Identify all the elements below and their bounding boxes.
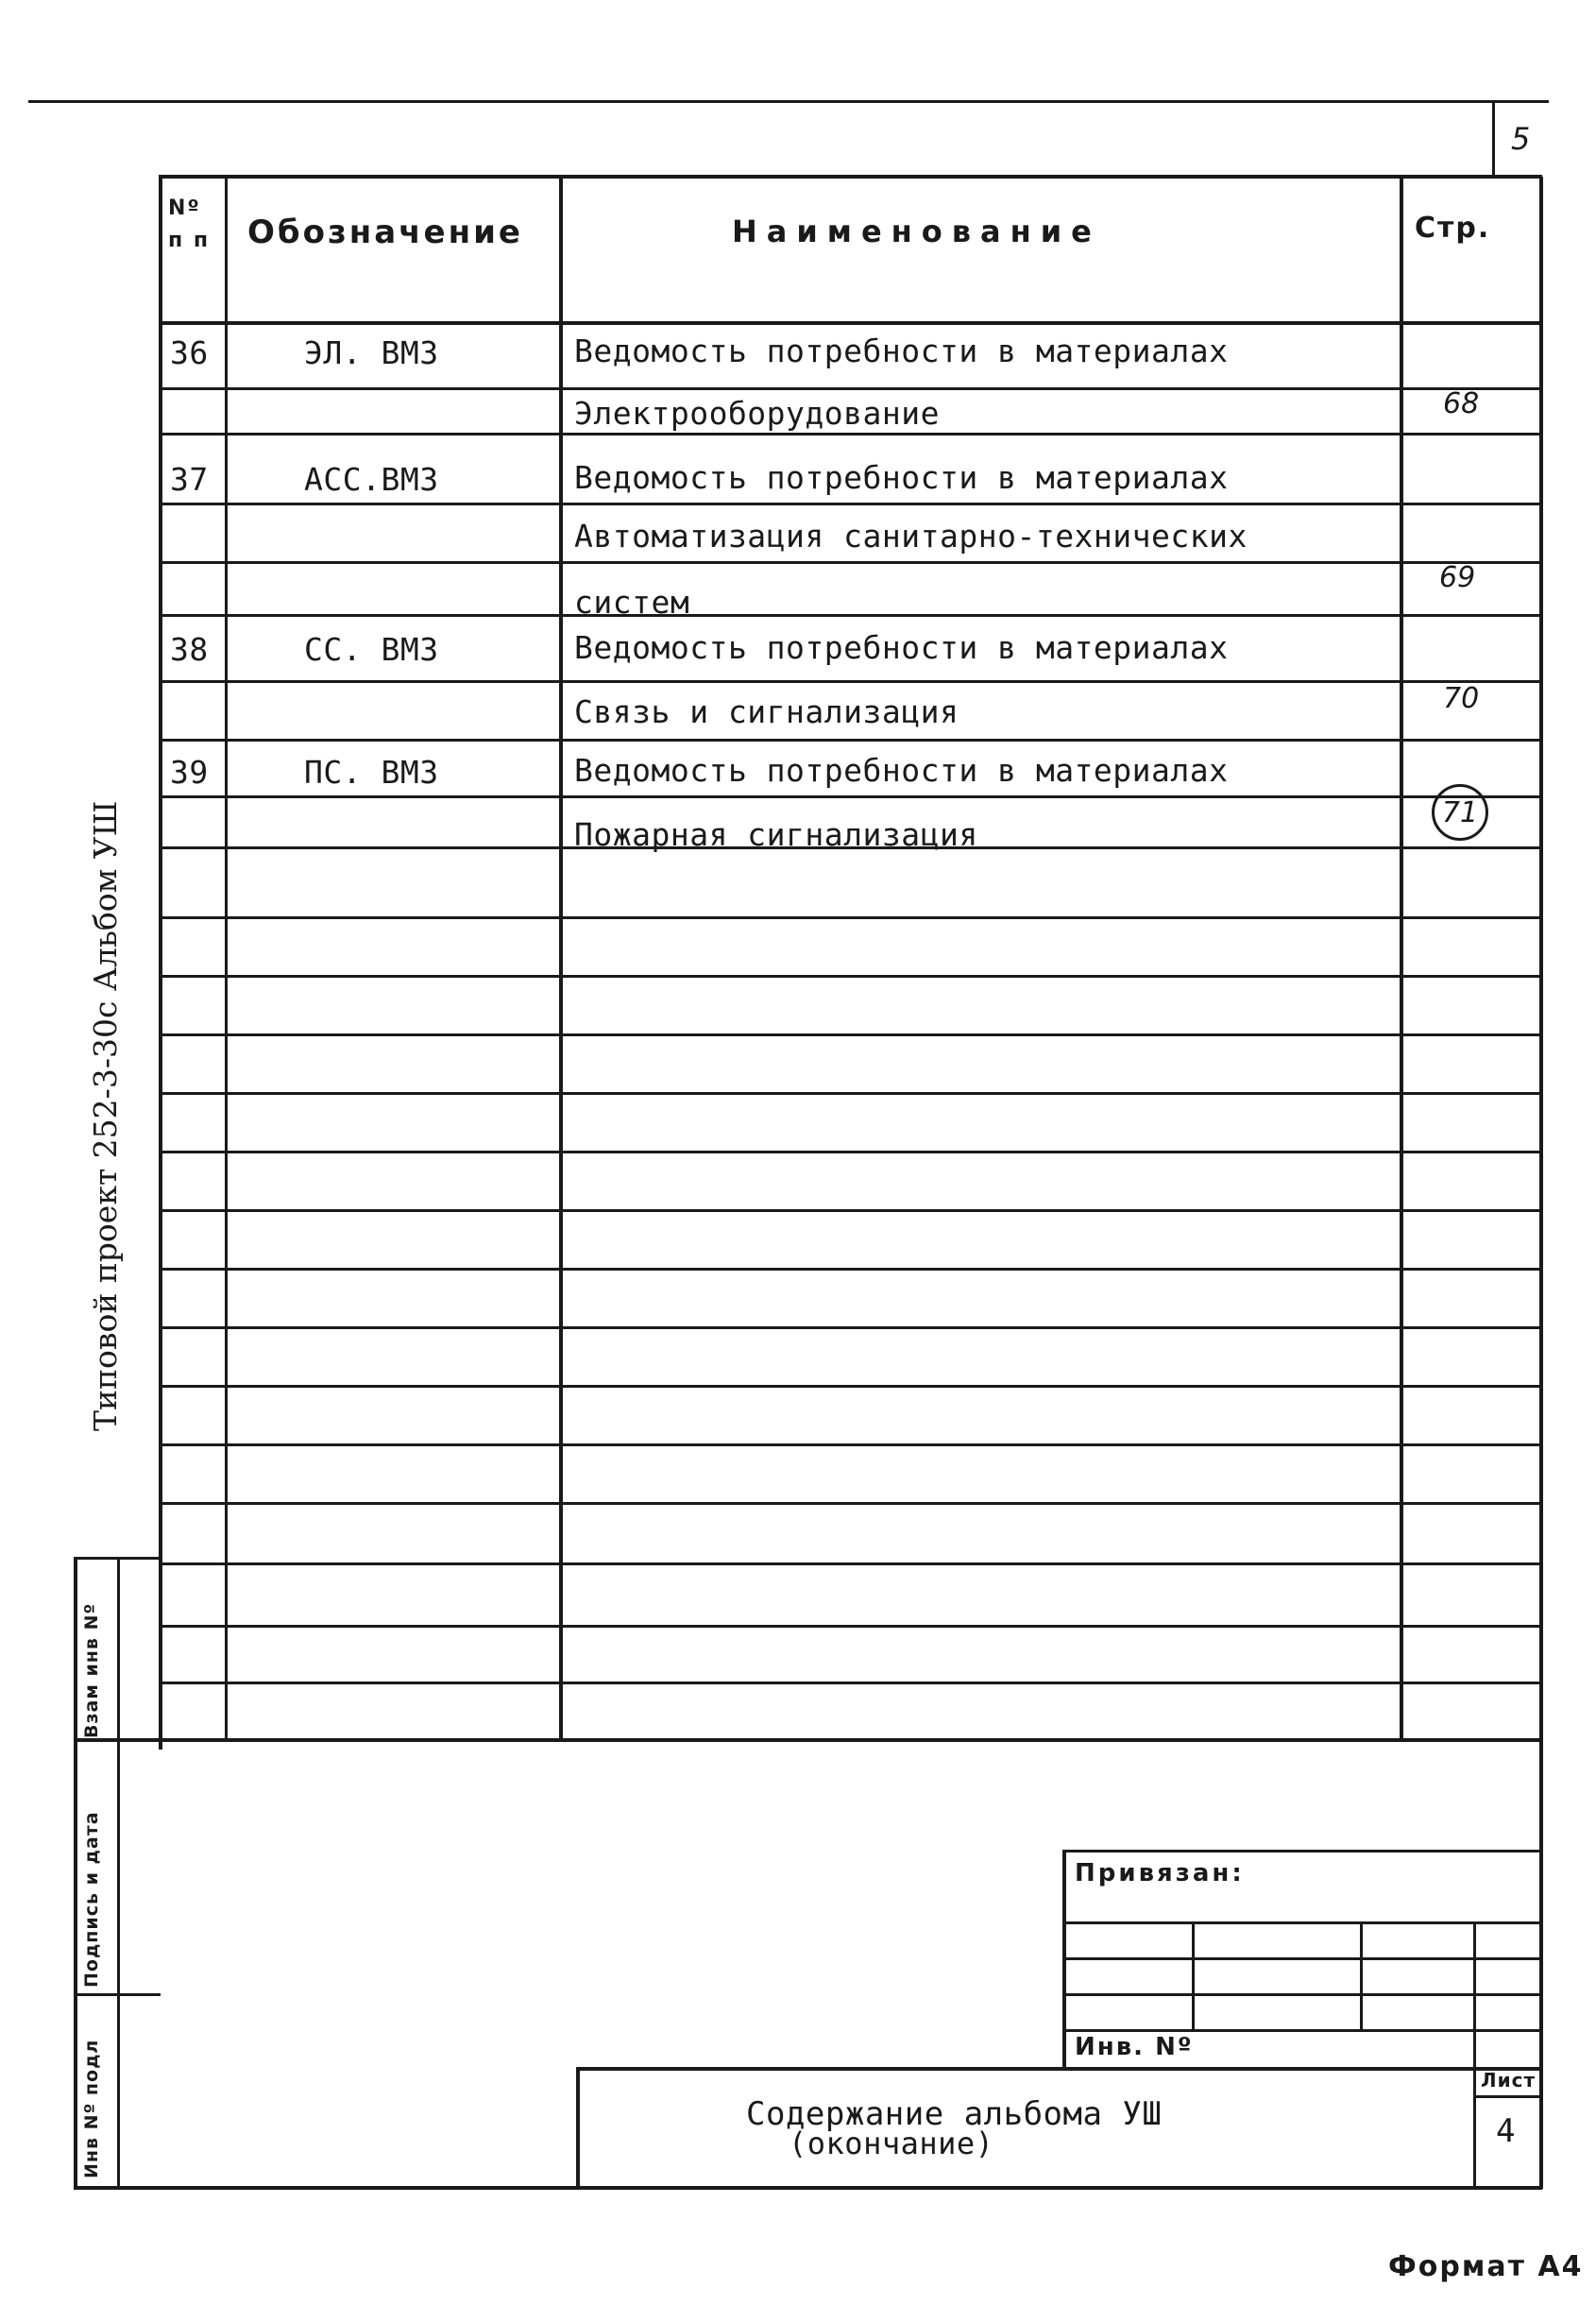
row-38-code: СС. ВМЗ — [304, 631, 439, 668]
title-frame-left — [576, 2067, 580, 2190]
page-bottom-rule — [74, 2186, 1542, 2190]
sheet-cell-rule — [1473, 2095, 1542, 2098]
row-36-name-line2: Электрооборудование — [574, 395, 940, 432]
side-project-label: Типовой проект 252-3-30с Альбом УШ — [87, 800, 124, 1431]
row-rule — [159, 1682, 1542, 1684]
row-39-name-line1: Ведомость потребности в материалах — [574, 752, 1229, 789]
sheet-number: 5 — [1511, 121, 1531, 157]
stamp-divider — [74, 1993, 161, 1996]
tb-rule — [1062, 1921, 1542, 1924]
row-rule — [159, 1209, 1542, 1212]
row-rule — [159, 1092, 1542, 1095]
header-name: Наименование — [732, 213, 1101, 249]
row-37-code: АСС.ВМЗ — [304, 461, 439, 498]
row-rule — [159, 1502, 1542, 1505]
stamp-label-original-inventory: Инв Nº подл — [81, 2039, 102, 2178]
row-37-page: 69 — [1439, 561, 1476, 594]
row-rule — [159, 433, 1542, 435]
row-36-num: 36 — [170, 334, 209, 371]
row-38-page: 70 — [1443, 682, 1480, 715]
header-num: Nº п п — [168, 196, 211, 252]
row-rule — [159, 916, 1542, 919]
tb-col-rule — [1360, 1921, 1363, 2031]
row-36-page: 68 — [1443, 387, 1480, 420]
sheet-cell-left — [1473, 2067, 1476, 2190]
attached-label: Привязан: — [1075, 1859, 1245, 1887]
row-rule — [159, 561, 1542, 564]
row-rule — [159, 387, 1542, 390]
row-rule — [159, 739, 1542, 742]
album-title-line1: Содержание альбома УШ — [746, 2095, 1163, 2133]
row-rule — [159, 1033, 1542, 1036]
row-37-num: 37 — [170, 461, 209, 498]
row-rule — [159, 1443, 1542, 1446]
tb-top-rule — [1062, 1850, 1542, 1853]
corner-divider — [1492, 100, 1495, 176]
col-divider-designation — [559, 177, 563, 1740]
tb-col-rule — [1192, 1921, 1195, 2031]
row-rule — [159, 1385, 1542, 1388]
top-rule — [28, 100, 1549, 103]
row-39-page-circled — [1432, 784, 1488, 841]
inventory-label: Инв. Nº — [1075, 2033, 1194, 2061]
row-36-code: ЭЛ. ВМЗ — [304, 334, 439, 371]
row-rule — [159, 1151, 1542, 1153]
stamp-label-replacement-inventory: Взам инв Nº — [81, 1602, 102, 1738]
row-rule — [159, 680, 1542, 683]
title-frame-top — [576, 2067, 1542, 2071]
row-rule — [159, 503, 1542, 505]
tb-rule — [1062, 2029, 1542, 2032]
row-rule — [159, 1625, 1542, 1628]
row-39-page: 71 — [1441, 795, 1479, 829]
tb-rule — [1062, 1957, 1542, 1960]
table-bottom-rule — [76, 1738, 1542, 1742]
stamp-left-border — [74, 1557, 77, 2190]
format-label: Формат А4 — [1388, 2250, 1584, 2283]
stamp-inner-border — [117, 1557, 120, 2190]
col-divider-num — [225, 177, 228, 1740]
row-37-name-line3: систем — [574, 584, 690, 621]
sheet-label: Лист — [1481, 2069, 1537, 2092]
header-page: Стр. — [1415, 212, 1491, 245]
row-39-code: ПС. ВМЗ — [304, 754, 439, 791]
stamp-label-signature-date: Подпись и дата — [81, 1811, 102, 1988]
row-37-name-line1: Ведомость потребности в материалах — [574, 459, 1229, 496]
row-36-name-line1: Ведомость потребности в материалах — [574, 333, 1229, 369]
row-rule — [159, 1562, 1542, 1565]
row-rule — [159, 1268, 1542, 1271]
table-top-border — [159, 175, 1542, 179]
row-38-name-line1: Ведомость потребности в материалах — [574, 629, 1229, 666]
row-39-name-line2: Пожарная сигнализация — [574, 816, 978, 853]
tb-col-rule — [1473, 1921, 1476, 2069]
tb-rule — [1062, 1993, 1542, 1996]
header-designation: Обозначение — [247, 213, 523, 251]
table-left-border — [159, 177, 162, 1750]
table-right-border — [1539, 177, 1543, 2189]
album-title-line2: (окончание) — [789, 2126, 994, 2161]
header-bottom-rule — [159, 321, 1542, 325]
col-divider-name — [1400, 177, 1403, 1740]
row-38-num: 38 — [170, 631, 209, 668]
row-37-name-line2: Автоматизация санитарно-технических — [574, 518, 1248, 555]
row-rule — [159, 1326, 1542, 1329]
row-38-name-line2: Связь и сигнализация — [574, 693, 959, 730]
row-rule — [159, 975, 1542, 978]
stamp-top-rule — [74, 1557, 161, 1560]
row-39-num: 39 — [170, 754, 209, 791]
row-rule — [159, 795, 1542, 798]
sheet-value: 4 — [1496, 2112, 1516, 2150]
row-rule — [159, 614, 1542, 617]
